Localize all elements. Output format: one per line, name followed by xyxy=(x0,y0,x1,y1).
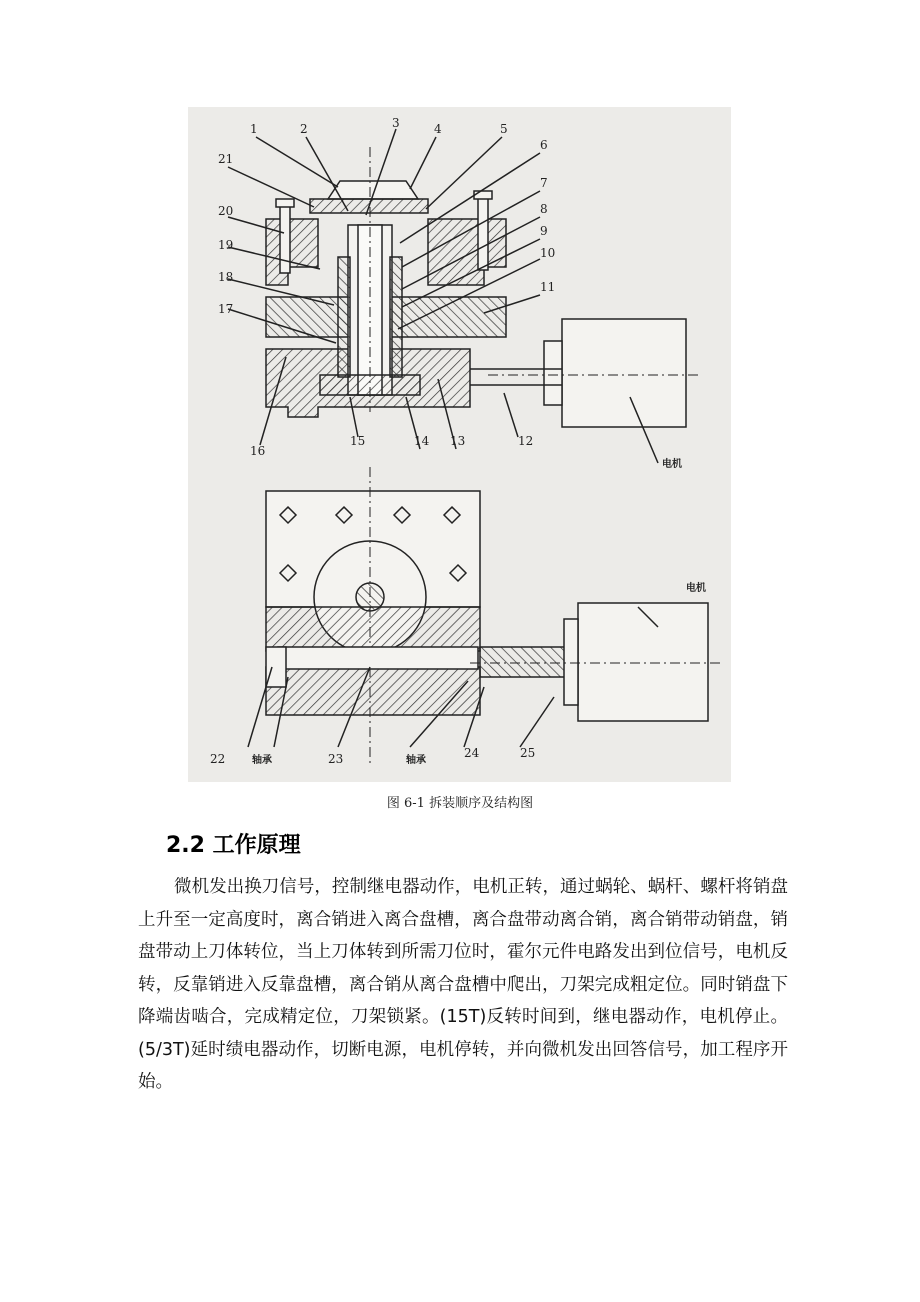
part-label: 13 xyxy=(450,434,466,448)
part-label: 16 xyxy=(250,444,266,458)
motor-label-bottom: 电机 xyxy=(686,583,706,594)
part-label: 20 xyxy=(218,204,234,218)
part-label: 15 xyxy=(350,434,366,448)
structure-drawing xyxy=(188,107,731,782)
assembly-structure-figure xyxy=(188,107,731,782)
figure-caption: 图 6-1 拆装顺序及结构图 xyxy=(386,796,534,811)
bearing-label-left: 轴承 xyxy=(252,755,272,766)
part-label: 1 xyxy=(250,122,258,136)
motor-label-top: 电机 xyxy=(662,459,682,470)
part-label: 21 xyxy=(218,152,234,166)
part-label: 14 xyxy=(414,434,430,448)
part-label: 19 xyxy=(218,238,234,252)
section-heading: 2.2 工作原理 xyxy=(166,833,301,858)
part-label: 6 xyxy=(540,138,548,152)
part-label: 25 xyxy=(520,746,536,760)
part-label: 4 xyxy=(434,122,442,136)
part-label: 17 xyxy=(218,302,234,316)
lower-plan-view xyxy=(248,467,723,767)
part-label: 7 xyxy=(540,176,548,190)
part-label: 9 xyxy=(540,224,548,238)
section-body-text: 微机发出换刀信号，控制继电器动作，电机正转，通过蜗轮、蜗杆、螺杆将销盘上升至一定高度时，离合销进入离合盘槽，离合盘带动离合销，离合销带动销盘，销盘带动上刀体转位，当上刀体转到所需刀位时，霍尔元件电路发出到位信号，电机反转，反靠销进入反靠盘槽，离合销从离合盘槽中爬出，刀架完成粗定位。同时销盘下降端齿啮合，完成精定位，刀架锁紧。(15T)反转时间到，继电器动作，电机停止。(5/3T)延时绩电器动作，切断电源，电机停转，并向微机发出回答信号，加工程序开始。 xyxy=(138,877,788,1092)
bearing-label-right: 轴承 xyxy=(406,755,426,766)
part-label: 11 xyxy=(540,280,556,294)
part-label: 18 xyxy=(218,270,234,284)
part-label: 5 xyxy=(500,122,508,136)
part-label: 10 xyxy=(540,246,556,260)
part-label: 8 xyxy=(540,202,548,216)
part-label: 2 xyxy=(300,122,308,136)
section-body xyxy=(138,871,788,1099)
part-label: 12 xyxy=(518,434,534,448)
part-label: 22 xyxy=(210,752,226,766)
part-label: 24 xyxy=(464,746,480,760)
part-label: 23 xyxy=(328,752,344,766)
upper-section-view xyxy=(228,129,698,463)
part-label: 3 xyxy=(392,116,400,130)
